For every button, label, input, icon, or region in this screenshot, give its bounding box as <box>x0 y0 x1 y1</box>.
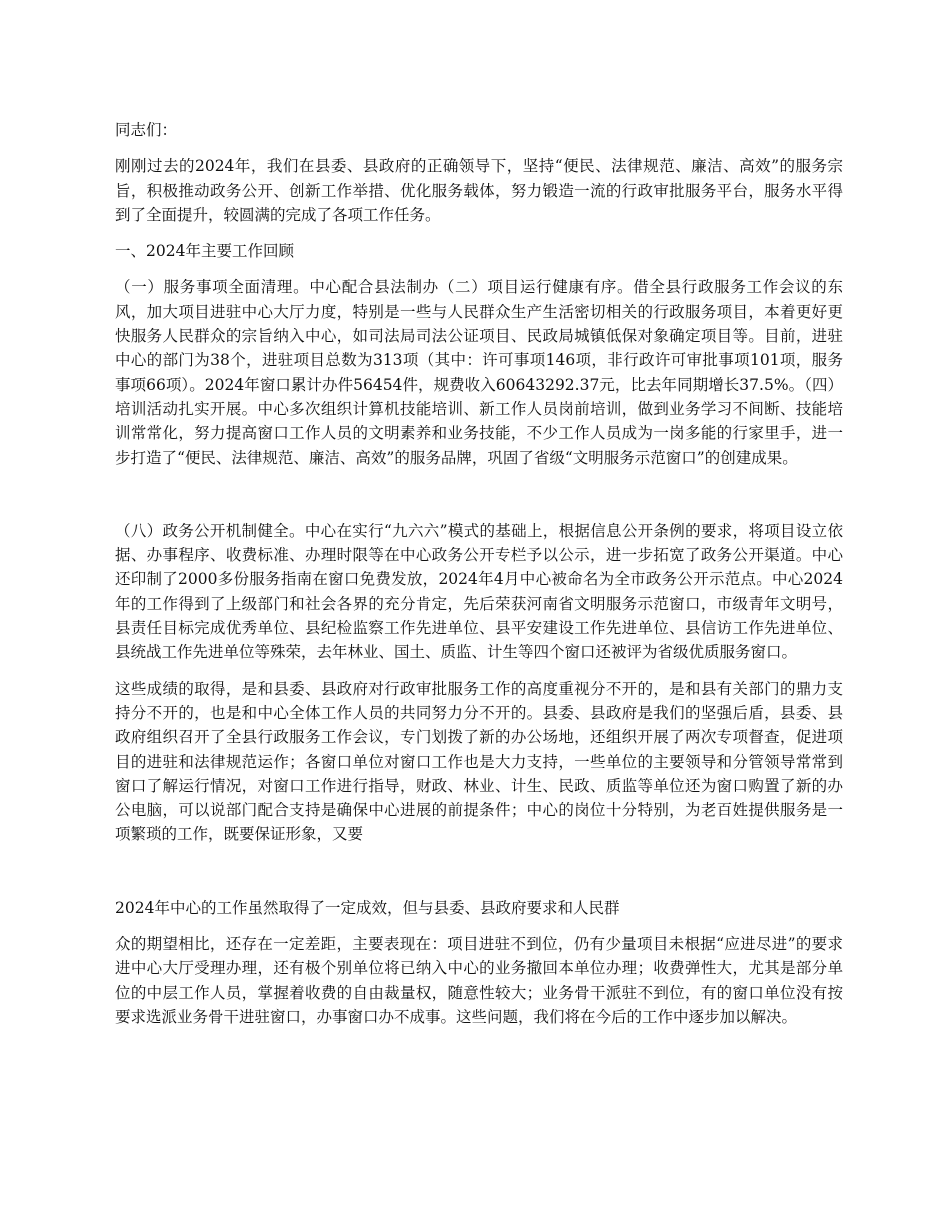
paragraph-gap <box>115 859 843 896</box>
document-body <box>115 118 843 1041</box>
intro-paragraph: 刚刚过去的2024年，我们在县委、县政府的正确领导下，坚持“便民、法律规范、廉洁、高效”的服务宗旨，积极推动政务公开、创新工作举措、优化服务载体，努力锻造一流的行政审批服务平台，服务水平得到了全面提升，较圆满的完成了各项工作任务。 <box>115 157 843 224</box>
paragraph-shortcomings-intro: 2024年中心的工作虽然取得了一定成效，但与县委、县政府要求和人民群 <box>115 898 620 917</box>
paragraph-shortcomings: 众的期望相比，还存在一定差距，主要表现在：项目进驻不到位，仍有少量项目未根据“应进尽进”的要求进中心大厅受理办理，还有极个别单位将已纳入中心的业务撤回本单位办理；收费弹性大，尤其是部分单位的中层工作人员，掌握着收费的自由裁量权，随意性较大；业务骨干派驻不到位，有的窗口单位没有按要求选派业务骨干进驻窗口，办事窗口办不成事。这些问题，我们将在今后的工作中逐步加以解决。 <box>115 935 843 1026</box>
paragraph-achievements: 这些成绩的取得，是和县委、县政府对行政审批服务工作的高度重视分不开的，是和县有关部门的鼎力支持分不开的，也是和中心全体工作人员的共同努力分不开的。县委、县政府是我们的坚强后盾，县委、县政府组织召开了全县行政服务工作会议，专门划拨了新的办公场地，还组织开展了两次专项督查，促进项目的进驻和法律规范运作；各窗口单位对窗口工作也是大力支持，一些单位的主要领导和分管领导常常到窗口了解运行情况，对窗口工作进行指导，财政、林业、计生、民政、质监等单位还为窗口购置了新的办公电脑，可以说部门配合支持是确保中心进展的前提条件；中心的岗位十分特别，为老百姓提供服务是一项繁琐的工作，既要保证形象，又要 <box>115 679 843 844</box>
paragraph-work-items: （一）服务事项全面清理。中心配合县法制办（二）项目运行健康有序。借全县行政服务工作会议的东风，加大项目进驻中心大厅力度，特别是一些与人民群众生产生活密切相关的行政服务项目，本着更好更快服务人民群众的宗旨纳入中心，如司法局司法公证项目、民政局城镇低保对象确定项目等。目前，进驻中心的部门为38个，进驻项目总数为313项（其中：许可事项146项，非行政许可审批事项101项，服务事项66项）。2024年窗口累计办件56454件，规费收入60643292.37元，比去年同期增长37.5%。（四）培训活动扎实开展。中心多次组织计算机技能培训、新工作人员岗前培训，做到业务学习不间断、技能培训常常化，努力提高窗口工作人员的文明素养和业务技能，不少工作人员成为一岗多能的行家里手，进一步打造了“便民、法律规范、廉洁、高效”的服务品牌，巩固了省级“文明服务示范窗口”的创建成果。 <box>115 278 843 467</box>
section-heading: 一、2024年主要工作回顾 <box>115 242 294 261</box>
paragraph-publicity: （八）政务公开机制健全。中心在实行“九六六”模式的基础上，根据信息公开条例的要求，将项目设立依据、办事程序、收费标准、办理时限等在中心政务公开专栏予以公示，进一步拓宽了政务公开渠道。中心还印制了2000多份服务指南在窗口免费发放，2024年4月中心被命名为全市政务公开示范点。中心2024年的工作得到了上级部门和社会各界的充分肯定，先后荣获河南省文明服务示范窗口，市级青年文明号，县责任目标完成优秀单位、县纪检监察工作先进单位、县平安建设工作先进单位、县信访工作先进单位、县统战工作先进单位等殊荣，去年林业、国土、质监、计生等四个窗口还被评为省级优质服务窗口。 <box>115 521 843 662</box>
paragraph-gap <box>115 482 843 519</box>
greeting: 同志们： <box>115 121 178 139</box>
